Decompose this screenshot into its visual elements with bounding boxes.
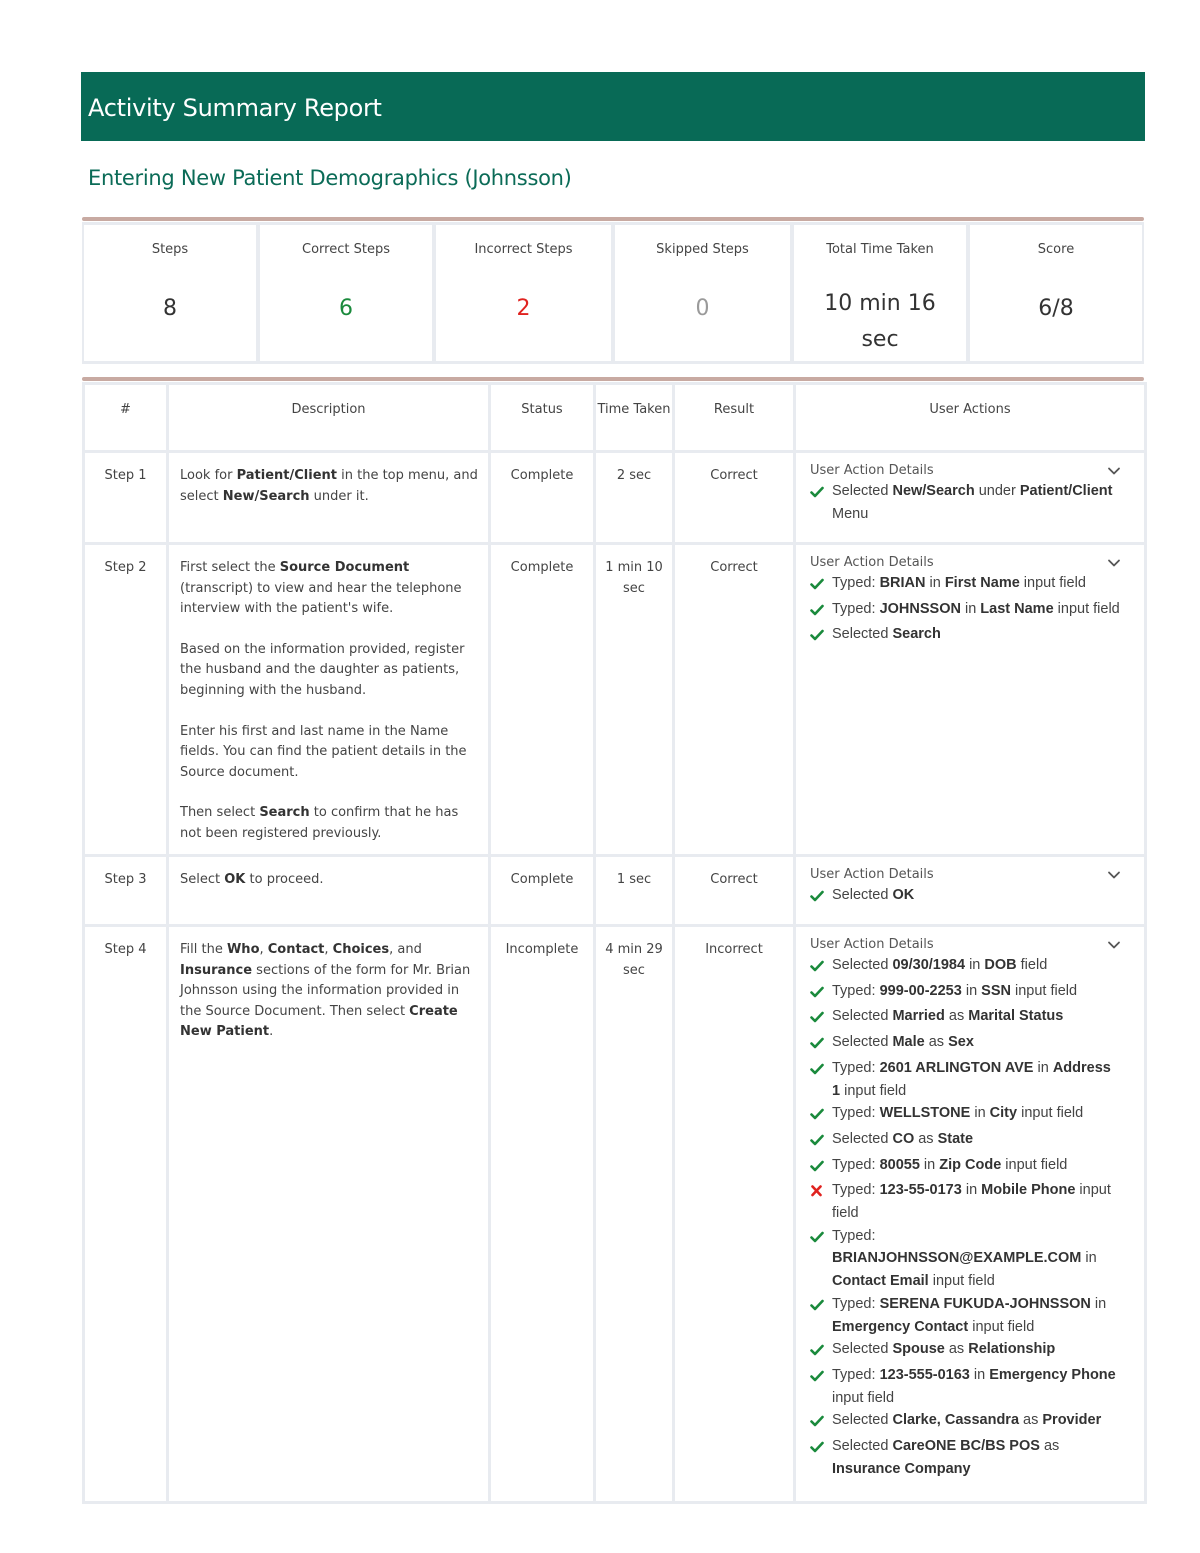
user-action-item [810, 1154, 1122, 1180]
text-segment: Typed: [832, 1366, 880, 1383]
step-time: 2 sec [595, 452, 674, 544]
check-icon [810, 980, 832, 1006]
user-action-text [832, 1057, 1122, 1102]
user-action-text [832, 1364, 1122, 1409]
check-icon [810, 1154, 832, 1180]
text-segment: Menu [832, 505, 869, 522]
text-segment: in the top menu, and select [180, 468, 478, 504]
text-segment: in [965, 957, 985, 973]
bold-text: Provider [1042, 1412, 1102, 1429]
text-segment: to confirm that he has not been registered previously. [180, 805, 459, 841]
text-segment: Selected [832, 1341, 893, 1358]
bold-text: JOHNSSON [879, 600, 961, 617]
step-status: Complete [490, 452, 595, 544]
bold-text: Patient/Client [1019, 483, 1113, 499]
description-paragraph [180, 803, 478, 844]
bold-text: Clarke, Cassandra [892, 1412, 1020, 1429]
text-segment: in [961, 982, 982, 999]
summary-skipped-value: 0 [695, 296, 710, 321]
user-action-text [832, 980, 1077, 1006]
step-result: Correct [674, 452, 795, 544]
check-icon [810, 480, 832, 525]
step-status: Complete [490, 856, 595, 926]
bold-text: Emergency Contact [832, 1318, 969, 1335]
summary-incorrect-label: Incorrect Steps [474, 242, 573, 257]
check-icon [810, 1031, 832, 1057]
user-action-item [810, 884, 1122, 910]
text-segment: Based on the information provided, register the husband and the daughter as patients, beginning with the husband. [180, 641, 465, 698]
user-action-text [832, 1338, 1055, 1364]
summary-score-value: 6/8 [1038, 296, 1074, 321]
check-icon [810, 1435, 832, 1480]
text-segment: Fill the [180, 942, 227, 957]
check-icon [810, 1364, 832, 1409]
step-description [168, 544, 490, 856]
user-action-item [810, 1293, 1122, 1338]
user-action-text [832, 572, 1086, 598]
text-segment: First select the [180, 560, 280, 575]
user-action-item [810, 572, 1122, 598]
bold-text: Zip Code [939, 1156, 1002, 1173]
text-segment: Selected [832, 887, 893, 903]
summary-time-label: Total Time Taken [826, 242, 934, 257]
table-header-row [84, 384, 1146, 452]
text-segment: in [960, 600, 981, 617]
bold-text: Create New Patient [180, 1003, 458, 1040]
bold-text: Insurance [180, 962, 253, 978]
user-action-item [810, 1179, 1122, 1224]
steps-table [82, 382, 1147, 1504]
text-segment: Then select [180, 805, 260, 821]
bold-text: BRIANJOHNSSON@EXAMPLE.COM [832, 1250, 1082, 1267]
user-action-text [832, 1225, 1122, 1293]
user-action-item [810, 1005, 1122, 1031]
bold-text: Last Name [980, 600, 1054, 617]
text-segment: Typed: [832, 1182, 880, 1199]
text-segment: Enter his first and last name in the Name fields. You can find the patient details in the Source document. [180, 723, 467, 780]
bold-text: Search [892, 626, 941, 643]
text-segment: , and [389, 942, 422, 957]
text-segment: as [1019, 1412, 1043, 1429]
table-row [84, 926, 1146, 1503]
user-action-text [832, 1102, 1083, 1128]
bold-text: Contact [267, 942, 325, 957]
summary-skipped [615, 225, 790, 361]
summary-time-value: 10 min 16 sec [824, 291, 936, 352]
table-row [84, 452, 1146, 544]
text-segment: field [1016, 957, 1048, 973]
summary-score-label: Score [1037, 242, 1075, 257]
col-header-result: Result [674, 384, 795, 452]
check-icon [810, 598, 832, 624]
user-action-text [832, 1293, 1122, 1338]
bold-text: Search [259, 805, 310, 821]
text-segment: in [970, 1105, 990, 1122]
step-number: Step 1 [84, 452, 168, 544]
check-icon [810, 1409, 832, 1435]
text-segment: Typed: [832, 982, 880, 999]
bold-text: Sex [948, 1034, 974, 1051]
text-segment: under [974, 483, 1020, 499]
user-action-text [832, 954, 1047, 980]
text-segment: under it. [309, 488, 369, 504]
text-segment: input field [1019, 575, 1086, 591]
bold-text: City [989, 1105, 1018, 1122]
text-segment: as [944, 1341, 969, 1358]
user-action-text [832, 1409, 1101, 1435]
check-icon [810, 884, 832, 910]
step-number: Step 2 [84, 544, 168, 856]
text-segment: , [324, 942, 333, 957]
description-paragraph [180, 940, 478, 1043]
text-segment: Selected [832, 1438, 893, 1455]
text-segment: input field [1017, 1105, 1084, 1122]
step-status: Complete [490, 544, 595, 856]
check-icon [810, 572, 832, 598]
text-segment: Typed: [832, 575, 880, 591]
step-time: 1 sec [595, 856, 674, 926]
step-number: Step 4 [84, 926, 168, 1503]
bold-text: New/Search [892, 483, 975, 499]
text-segment: in [1081, 1250, 1097, 1267]
text-segment: in [1090, 1295, 1107, 1312]
check-icon [810, 1057, 832, 1102]
user-action-details-title: User Action Details [810, 463, 934, 478]
bold-text: CO [892, 1130, 915, 1147]
text-segment: Typed: [832, 1105, 880, 1122]
text-segment: in [925, 575, 945, 591]
bold-text: Who [226, 942, 260, 957]
user-action-text [832, 598, 1120, 624]
text-segment: Typed: [832, 1295, 880, 1312]
text-segment: Look for [180, 468, 237, 483]
user-action-text [832, 1435, 1122, 1480]
summary-skipped-label: Skipped Steps [656, 242, 749, 257]
summary-correct [260, 225, 432, 361]
check-icon [810, 1293, 832, 1338]
user-action-text [832, 884, 914, 910]
user-action-details-title: User Action Details [810, 937, 934, 952]
text-segment: as [924, 1034, 949, 1051]
summary-correct-label: Correct Steps [302, 242, 390, 257]
user-action-item [810, 954, 1122, 980]
summary-steps-value: 8 [163, 296, 177, 321]
bold-text: 123-555-0163 [879, 1366, 970, 1383]
step-user-actions [795, 926, 1146, 1503]
text-segment: input field [968, 1318, 1035, 1335]
user-action-item [810, 1338, 1122, 1364]
activity-title: Entering New Patient Demographics (Johnsson) [88, 166, 572, 190]
bold-text: Contact Email [832, 1273, 929, 1290]
table-row [84, 856, 1146, 926]
bold-text: 80055 [879, 1156, 920, 1173]
description-paragraph [180, 640, 478, 702]
text-segment: in [961, 1182, 982, 1199]
user-action-text [832, 480, 1122, 525]
bold-text: 09/30/1984 [892, 957, 966, 973]
text-segment: . [269, 1024, 274, 1040]
step-description [168, 856, 490, 926]
bold-text: Insurance Company [832, 1460, 971, 1477]
user-action-text [832, 623, 941, 649]
check-icon [810, 1225, 832, 1293]
report-title: Activity Summary Report [88, 94, 382, 122]
step-time: 1 min 10 sec [595, 544, 674, 856]
summary-score [970, 225, 1142, 361]
bold-text: BRIAN [879, 575, 926, 591]
chevron-down-icon[interactable] [1106, 463, 1122, 479]
description-paragraph [180, 870, 478, 891]
bold-text: Married [892, 1008, 945, 1025]
summary-correct-value: 6 [339, 296, 353, 321]
bold-text: Male [892, 1034, 925, 1051]
user-action-item [810, 1057, 1122, 1102]
user-action-item [810, 1364, 1122, 1409]
text-segment: Selected [832, 1008, 893, 1025]
chevron-down-icon[interactable] [1106, 937, 1122, 953]
check-icon [810, 1005, 832, 1031]
summary-divider [82, 217, 1144, 221]
col-header-actions: User Actions [795, 384, 1146, 452]
user-action-item [810, 980, 1122, 1006]
step-user-actions [795, 544, 1146, 856]
text-segment: input field [840, 1082, 907, 1099]
user-action-text [832, 1005, 1063, 1031]
text-segment: (transcript) to view and hear the telephone interview with the patient's wife. [180, 580, 462, 617]
description-paragraph [180, 466, 478, 507]
bold-text: 999-00-2253 [879, 982, 962, 999]
user-action-text [832, 1031, 974, 1057]
text-segment: input field [928, 1273, 995, 1290]
table-row [84, 544, 1146, 856]
check-icon [810, 954, 832, 980]
bold-text: Spouse [892, 1341, 945, 1358]
chevron-down-icon[interactable] [1106, 867, 1122, 883]
text-segment: to proceed. [245, 872, 324, 887]
step-user-actions [795, 856, 1146, 926]
step-user-actions [795, 452, 1146, 544]
bold-text: 123-55-0173 [879, 1182, 962, 1199]
summary-incorrect [436, 225, 611, 361]
step-result: Correct [674, 856, 795, 926]
bold-text: Mobile Phone [981, 1182, 1076, 1199]
text-segment: as [1039, 1438, 1060, 1455]
text-segment: Select [180, 872, 225, 887]
step-result: Correct [674, 544, 795, 856]
user-action-text [832, 1128, 973, 1154]
bold-text: Choices [332, 942, 390, 957]
text-segment: Selected [832, 1412, 893, 1429]
text-segment: input field [832, 1389, 895, 1406]
text-segment: input field [832, 1182, 1111, 1222]
user-action-item [810, 1128, 1122, 1154]
text-segment: Selected [832, 957, 893, 973]
user-action-item [810, 1435, 1122, 1480]
text-segment: Typed: [832, 1156, 880, 1173]
text-segment: Selected [832, 483, 893, 499]
text-segment: in [1033, 1059, 1053, 1076]
bold-text: 2601 ARLINGTON AVE [879, 1059, 1034, 1076]
report-header [81, 72, 1145, 141]
col-header-description: Description [168, 384, 490, 452]
text-segment: Typed: [832, 1227, 876, 1244]
bold-text: WELLSTONE [879, 1105, 971, 1122]
user-action-details-title: User Action Details [810, 867, 934, 882]
step-status: Incomplete [490, 926, 595, 1503]
summary-steps-label: Steps [151, 242, 189, 257]
summary-incorrect-value: 2 [516, 296, 531, 321]
table-divider [82, 377, 1144, 381]
text-segment: in [969, 1366, 990, 1383]
description-paragraph [180, 558, 478, 620]
user-action-item [810, 1409, 1122, 1435]
user-action-item [810, 598, 1122, 624]
bold-text: DOB [984, 957, 1017, 973]
col-header-num: # [84, 384, 168, 452]
cross-icon [810, 1179, 832, 1224]
description-paragraph [180, 722, 478, 784]
summary-time [794, 225, 966, 361]
check-icon [810, 1338, 832, 1364]
bold-text: CareONE BC/BS POS [892, 1438, 1040, 1455]
step-description [168, 452, 490, 544]
col-header-status: Status [490, 384, 595, 452]
text-segment: as [944, 1008, 969, 1025]
steps-table-body [84, 452, 1146, 1503]
text-segment: Typed: [832, 1059, 880, 1076]
text-segment: Selected [832, 1130, 893, 1147]
step-time: 4 min 29 sec [595, 926, 674, 1503]
bold-text: New/Search [222, 488, 310, 504]
bold-text: OK [892, 887, 915, 903]
user-action-item [810, 1102, 1122, 1128]
bold-text: Relationship [968, 1341, 1056, 1358]
check-icon [810, 1128, 832, 1154]
chevron-down-icon[interactable] [1106, 555, 1122, 571]
user-action-item [810, 1031, 1122, 1057]
text-segment: , [259, 942, 268, 957]
user-action-text [832, 1179, 1122, 1224]
summary-steps [84, 225, 256, 361]
user-action-details-title: User Action Details [810, 555, 934, 570]
bold-text: SSN [981, 982, 1011, 999]
text-segment: Typed: [832, 600, 880, 617]
user-action-text [832, 1154, 1067, 1180]
text-segment: input field [1053, 600, 1120, 617]
step-description [168, 926, 490, 1503]
text-segment: Selected [832, 626, 893, 643]
bold-text: SERENA FUKUDA-JOHNSSON [879, 1295, 1091, 1312]
user-action-item [810, 623, 1122, 649]
text-segment: as [914, 1130, 938, 1147]
text-segment: sections of the form for Mr. Brian Johnsson using the information provided in the Source Document. Then select [180, 962, 471, 1019]
bold-text: Patient/Client [236, 468, 337, 483]
step-result: Incorrect [674, 926, 795, 1503]
bold-text: Address 1 [832, 1059, 1111, 1099]
text-segment: in [919, 1156, 940, 1173]
check-icon [810, 1102, 832, 1128]
user-action-item [810, 480, 1122, 525]
text-segment: input field [1001, 1156, 1068, 1173]
bold-text: Emergency Phone [989, 1366, 1116, 1383]
bold-text: First Name [944, 575, 1020, 591]
text-segment: input field [1010, 982, 1078, 999]
bold-text: Marital Status [968, 1008, 1064, 1025]
summary-panel [82, 222, 1144, 364]
text-segment: Selected [832, 1034, 893, 1051]
user-action-item [810, 1225, 1122, 1293]
bold-text: OK [224, 872, 246, 887]
check-icon [810, 623, 832, 649]
step-number: Step 3 [84, 856, 168, 926]
bold-text: Source Document [279, 560, 410, 575]
col-header-time: Time Taken [595, 384, 674, 452]
bold-text: State [937, 1130, 974, 1147]
